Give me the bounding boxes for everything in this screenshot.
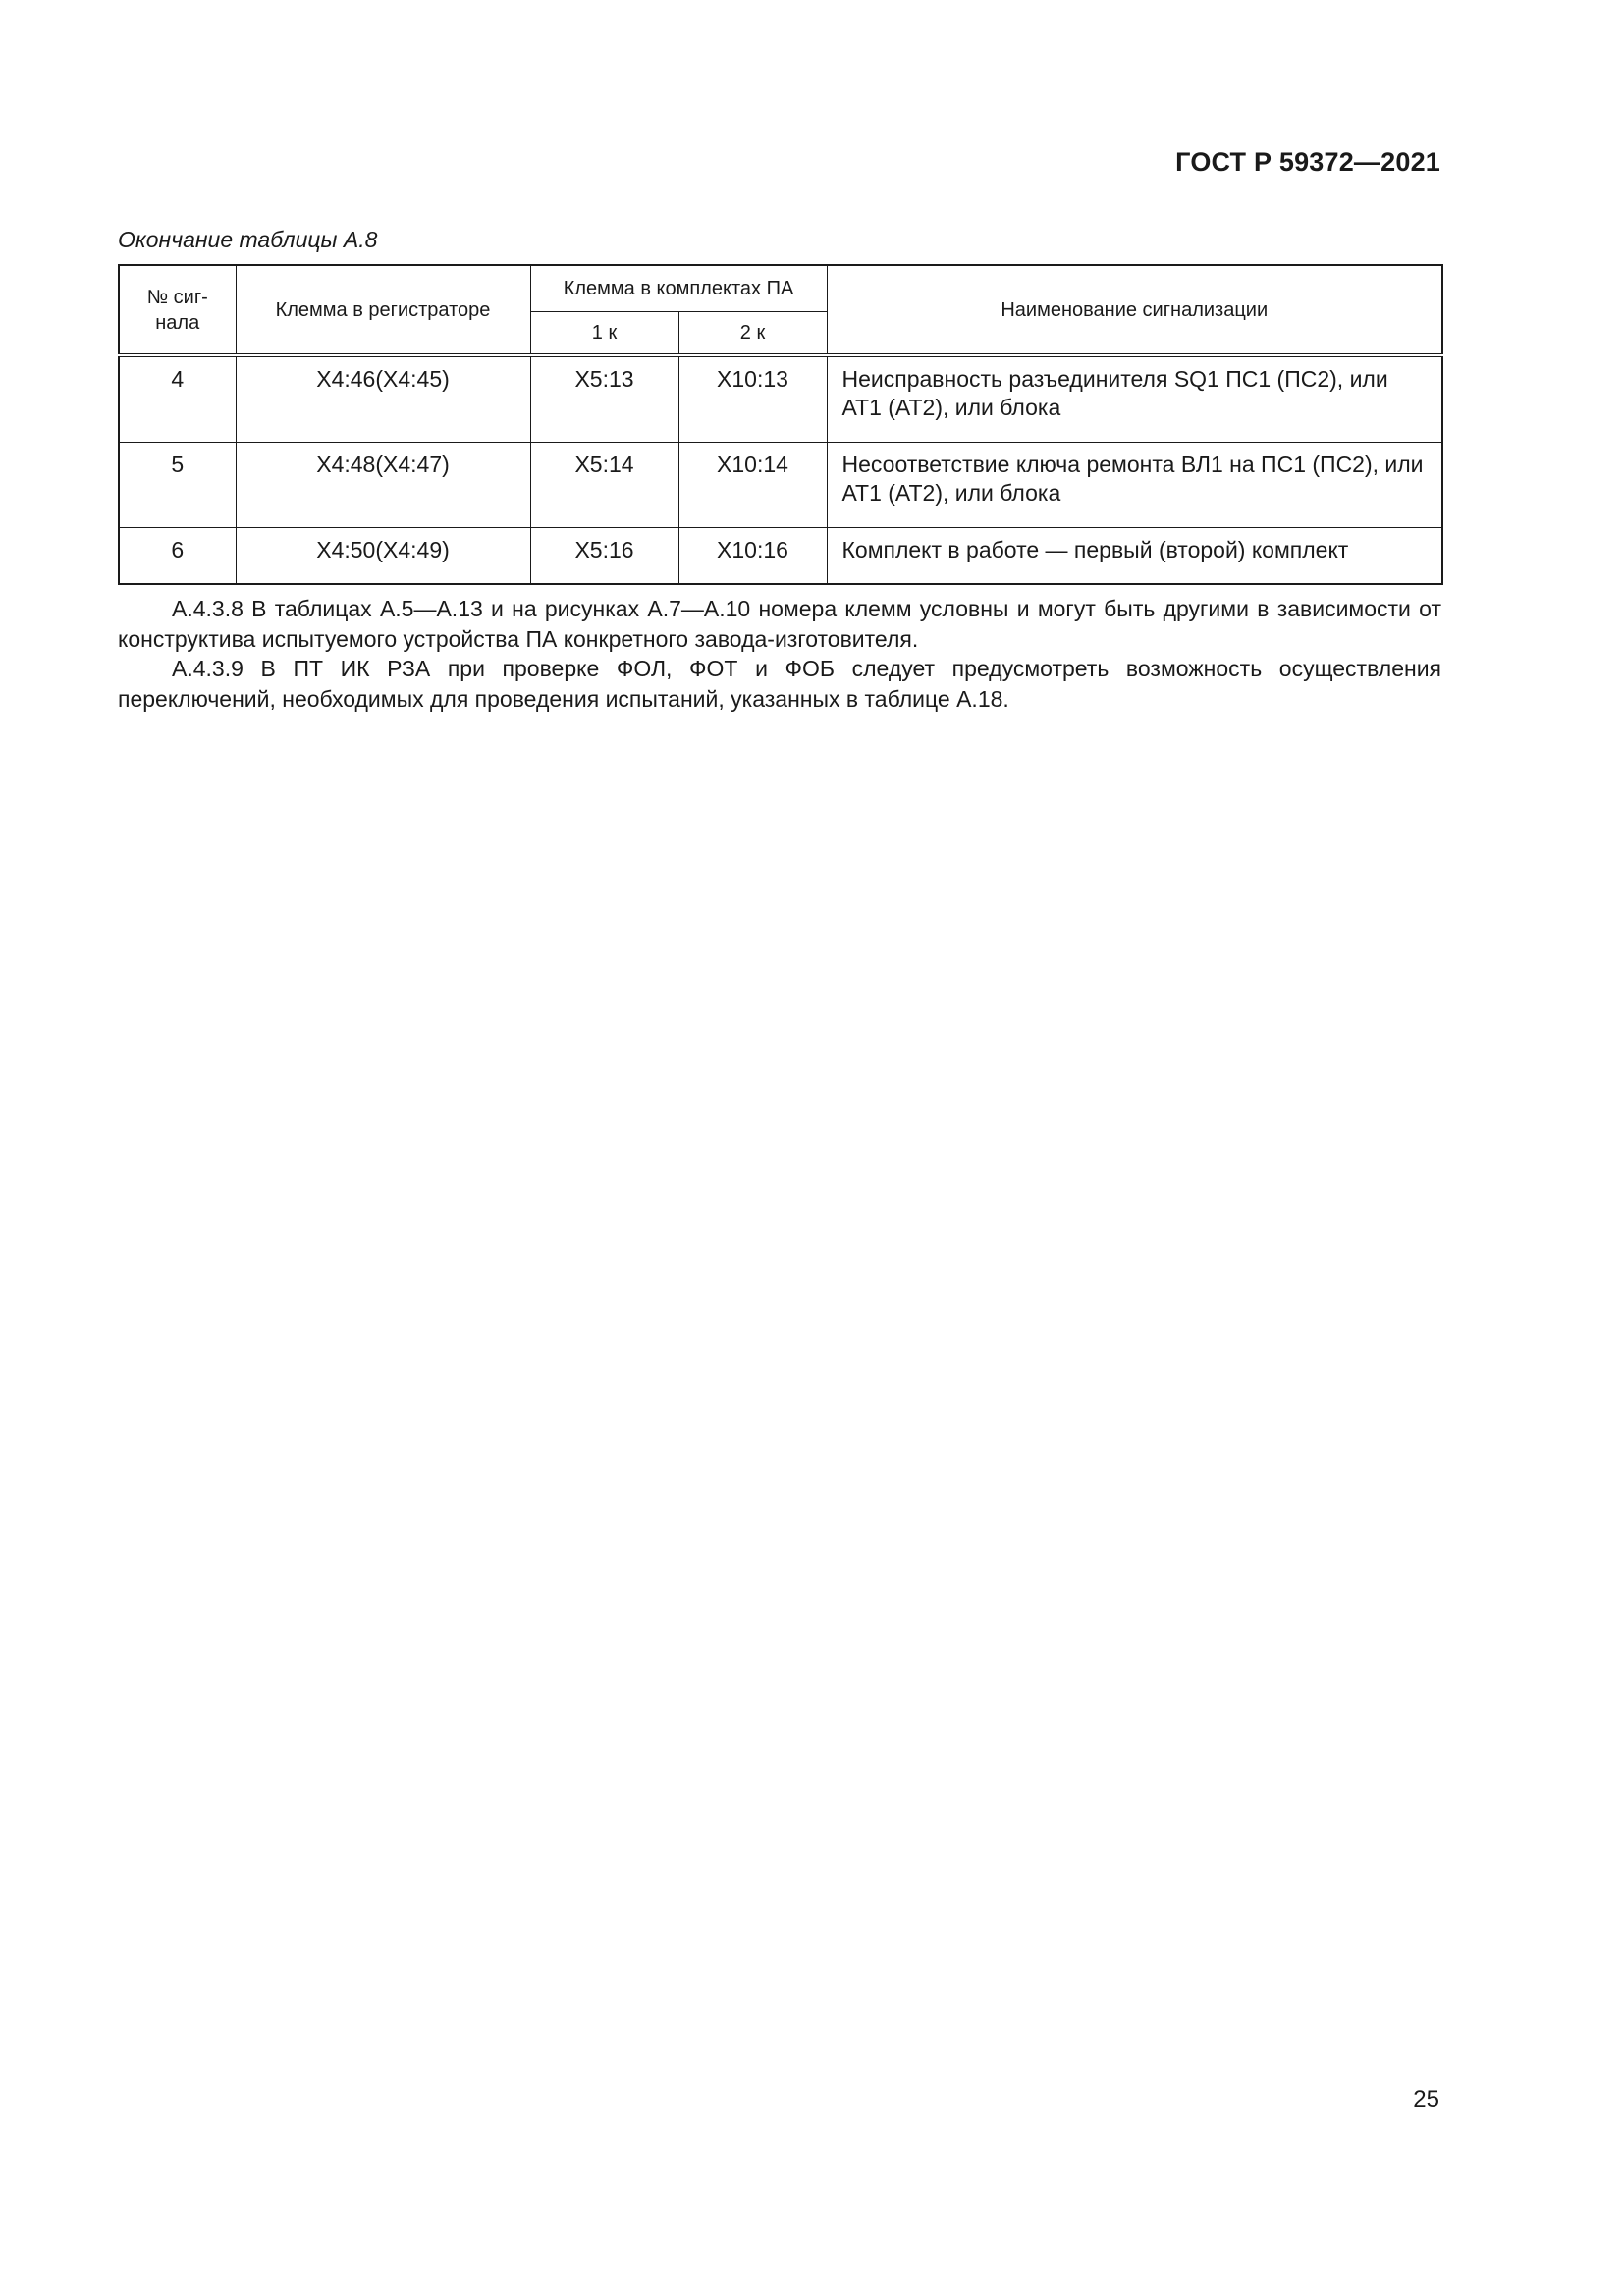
document-code: ГОСТ Р 59372—2021 [1175,147,1440,177]
table-caption: Окончание таблицы А.8 [118,227,378,252]
cell-signal-name: Комплект в работе — первый (второй) комплект [827,528,1442,585]
cell-kit-1: X5:14 [530,443,678,528]
cell-kit-2: X10:14 [678,443,827,528]
cell-recorder-terminal: X4:50(X4:49) [236,528,530,585]
table-row [119,355,1442,443]
cell-kit-2: X10:16 [678,528,827,585]
table-row [119,528,1442,585]
header-kit-terminal: Клемма в комплектах ПА [530,265,827,312]
header-kit-2: 2 к [678,312,827,356]
cell-signal-no: 5 [119,443,236,528]
cell-kit-2: X10:13 [678,355,827,443]
cell-signal-name: Неисправность разъединителя SQ1 ПС1 (ПС2), или АТ1 (АТ2), или блока [827,355,1442,443]
header-signal-no: № сиг- нала [119,265,236,355]
paragraph-a438: А.4.3.8 В таблицах А.5—А.13 и на рисунках А.7—А.10 номера клемм условны и могут быть другими в зависимости от конструктива испытуемого устройства ПА конкретного завода-изготовителя. [118,596,1441,652]
table-row [119,443,1442,528]
cell-signal-no: 4 [119,355,236,443]
cell-kit-1: X5:16 [530,528,678,585]
cell-kit-1: X5:13 [530,355,678,443]
cell-signal-no: 6 [119,528,236,585]
cell-signal-name: Несоответствие ключа ремонта ВЛ1 на ПС1 (ПС2), или АТ1 (АТ2), или блока [827,443,1442,528]
signal-table [118,264,1443,585]
page-number: 25 [1413,2086,1439,2112]
paragraph-a439: А.4.3.9 В ПТ ИК РЗА при проверке ФОЛ, ФОТ и ФОБ следует предусмотреть возможность осуществления переключений, необходимых для проведения испытаний, указанных в таблице А.18. [118,656,1441,712]
cell-recorder-terminal: X4:48(X4:47) [236,443,530,528]
header-signal-name: Наименование сигнализации [827,265,1442,355]
cell-recorder-terminal: X4:46(X4:45) [236,355,530,443]
header-kit-1: 1 к [530,312,678,356]
header-recorder-terminal: Клемма в регистраторе [236,265,530,355]
